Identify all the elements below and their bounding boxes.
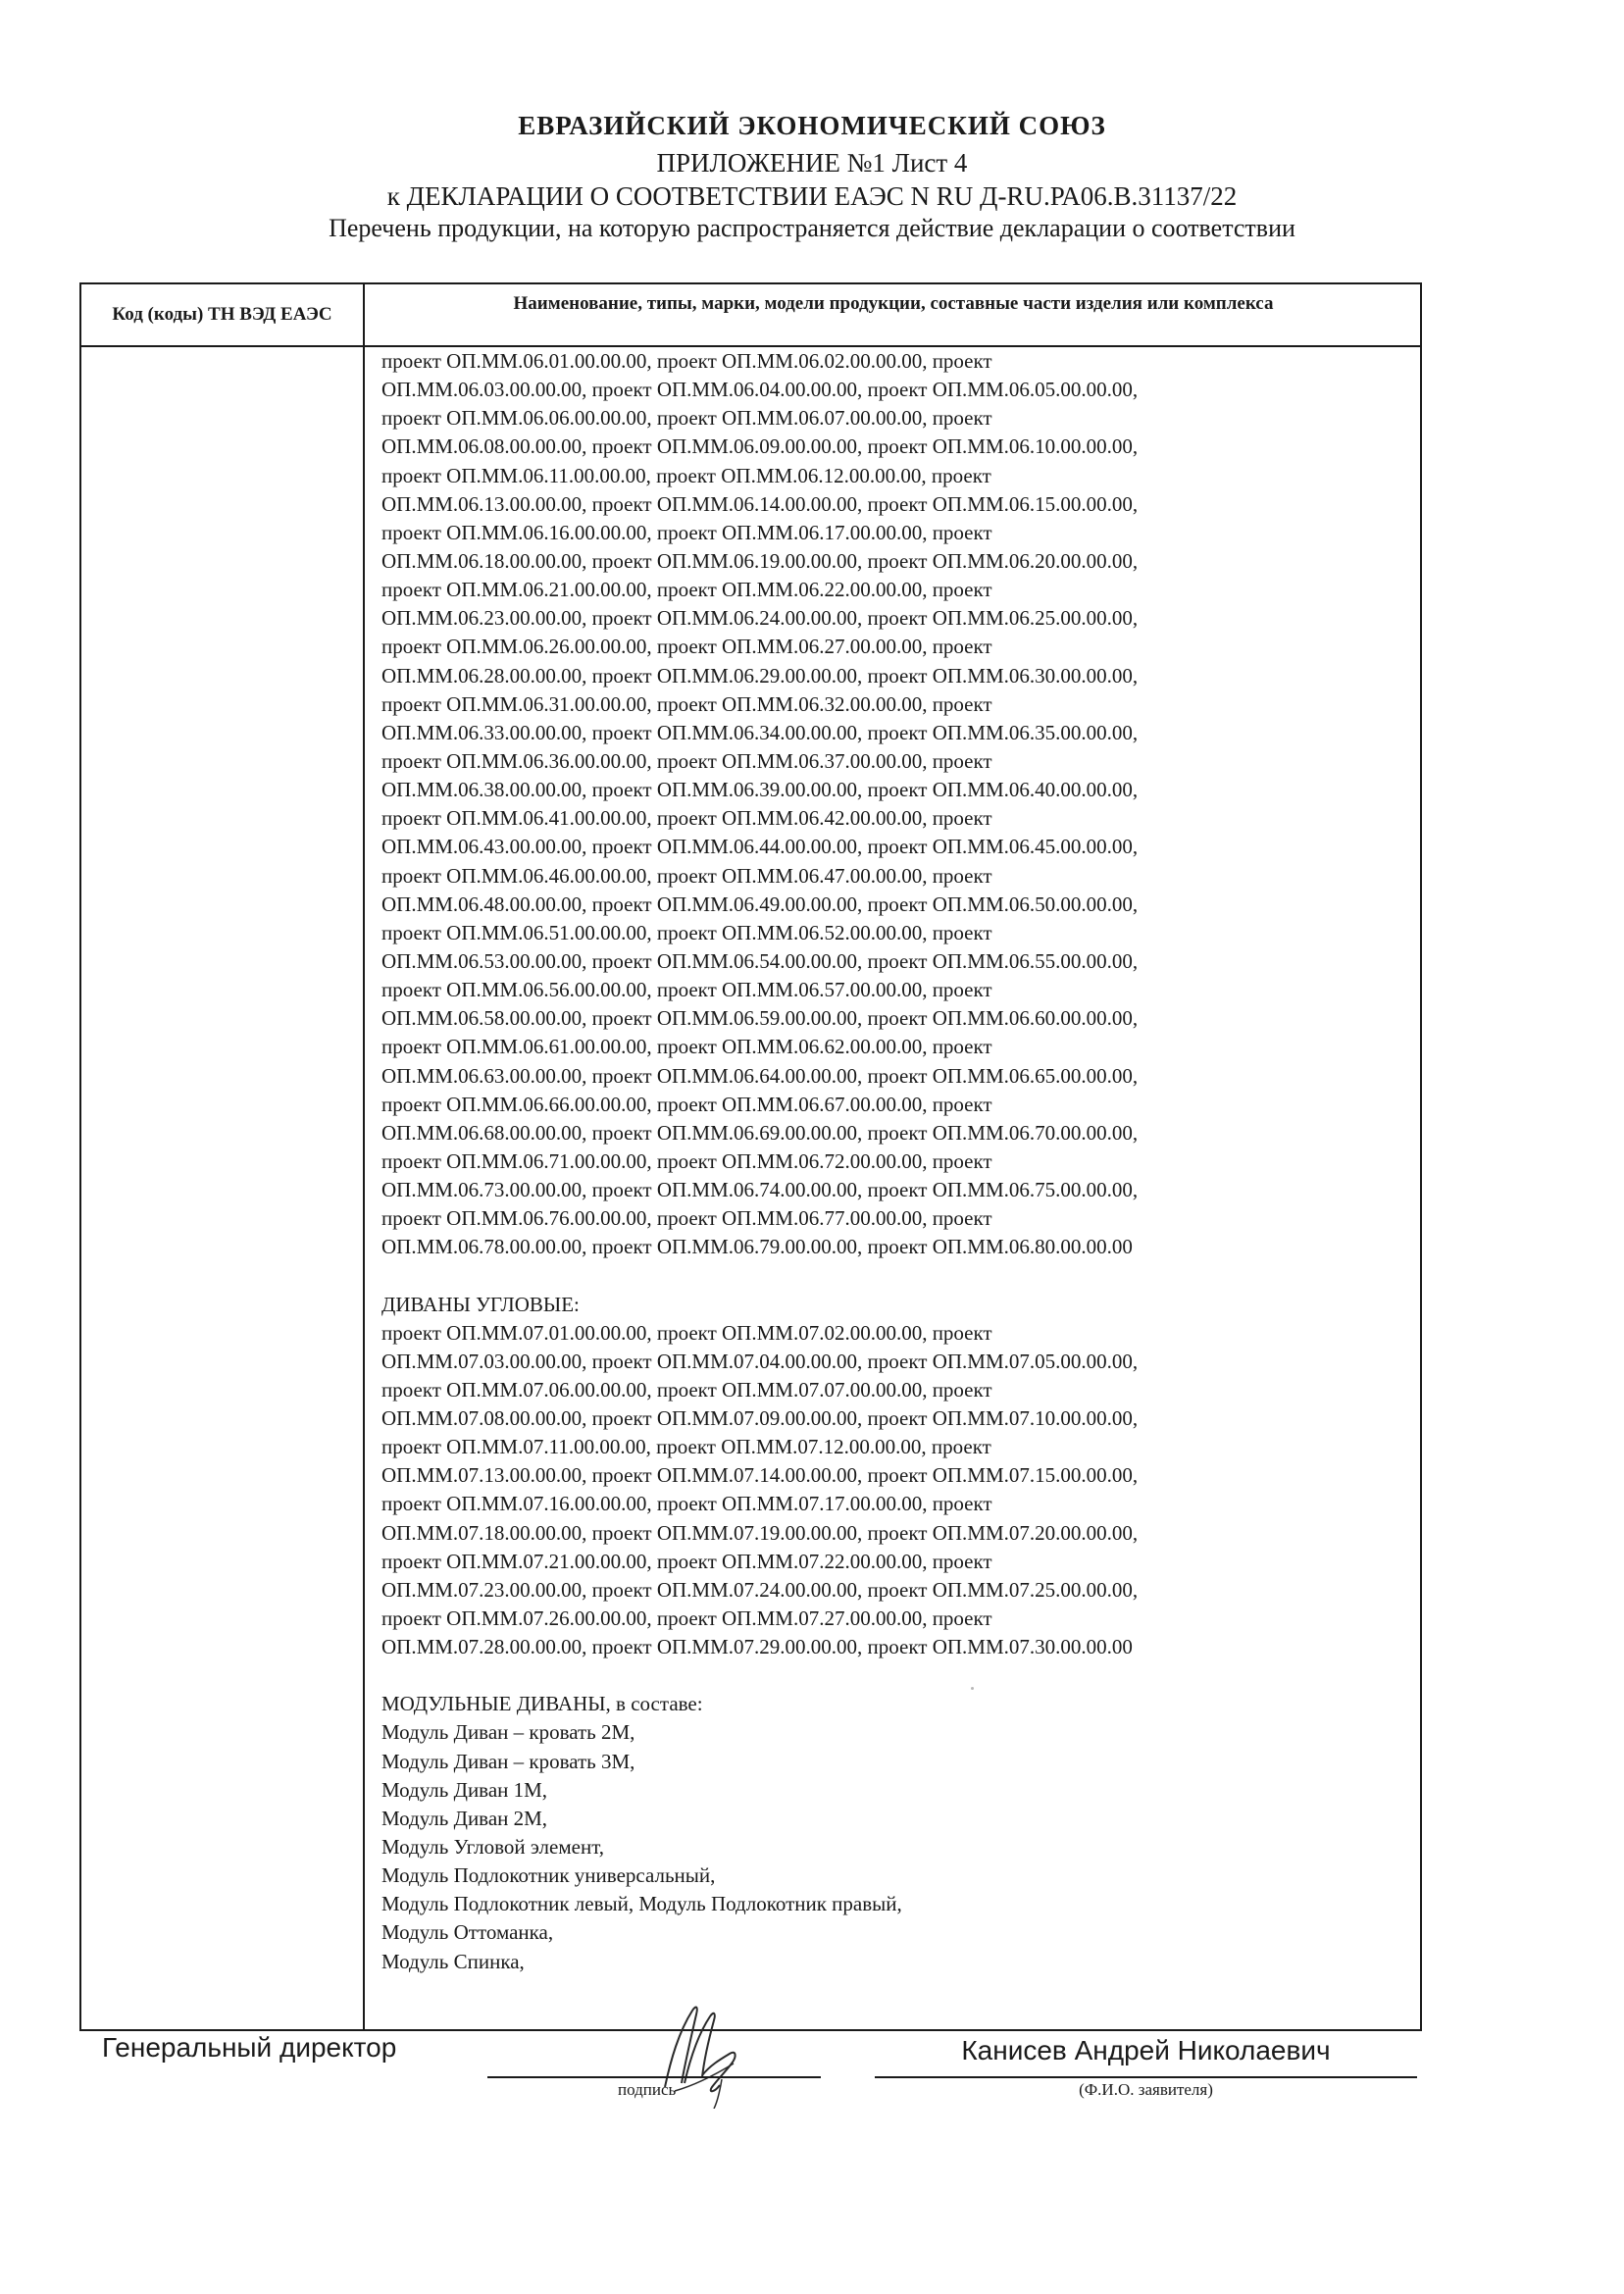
product-line: ОП.ММ.06.63.00.00.00, проект ОП.ММ.06.64.00.00.00, проект ОП.ММ.06.65.00.00.00, — [381, 1063, 1139, 1088]
signatory-position: Генеральный директор — [102, 2032, 397, 2063]
product-line: ОП.ММ.06.73.00.00.00, проект ОП.ММ.06.74.00.00.00, проект ОП.ММ.06.75.00.00.00, — [381, 1178, 1139, 1202]
name-caption: (Ф.И.О. заявителя) — [1079, 2080, 1213, 2099]
product-line: Модуль Диван 1М, — [381, 1777, 548, 1802]
appendix-title: ПРИЛОЖЕНИЕ №1 Лист 4 — [656, 147, 968, 178]
product-line: проект ОП.ММ.06.11.00.00.00, проект ОП.ММ.06.12.00.00.00, проект — [381, 463, 991, 487]
product-line: ОП.ММ.06.48.00.00.00, проект ОП.ММ.06.49.00.00.00, проект ОП.ММ.06.50.00.00.00, — [381, 892, 1139, 916]
product-line: проект ОП.ММ.06.51.00.00.00, проект ОП.ММ.06.52.00.00.00, проект — [381, 920, 992, 944]
product-list-title: Перечень продукции, на которую распространяется действие декларации о соответствии — [329, 214, 1295, 243]
product-line: проект ОП.ММ.07.16.00.00.00, проект ОП.ММ.07.17.00.00.00, проект — [381, 1492, 992, 1516]
product-line: ОП.ММ.07.08.00.00.00, проект ОП.ММ.07.09.00.00.00, проект ОП.ММ.07.10.00.00.00, — [381, 1406, 1139, 1431]
product-line: проект ОП.ММ.06.06.00.00.00, проект ОП.ММ.06.07.00.00.00, проект — [381, 406, 992, 431]
product-line: проект ОП.ММ.06.21.00.00.00, проект ОП.ММ.06.22.00.00.00, проект — [381, 578, 992, 602]
column-header-name: Наименование, типы, марки, модели продукции, составные части изделия или комплекса — [513, 293, 1274, 314]
product-line: проект ОП.ММ.07.11.00.00.00, проект ОП.ММ.07.12.00.00.00, проект — [381, 1435, 991, 1459]
product-line: проект ОП.ММ.07.26.00.00.00, проект ОП.ММ.07.27.00.00.00, проект — [381, 1606, 992, 1631]
product-line: проект ОП.ММ.06.36.00.00.00, проект ОП.ММ.06.37.00.00.00, проект — [381, 748, 992, 773]
product-line: Модуль Угловой элемент, — [381, 1835, 605, 1860]
product-line: ОП.ММ.07.03.00.00.00, проект ОП.ММ.07.04.00.00.00, проект ОП.ММ.07.05.00.00.00, — [381, 1349, 1139, 1373]
section-title: МОДУЛЬНЫЕ ДИВАНЫ, в составе: — [381, 1692, 703, 1716]
signature-caption: подпись — [618, 2080, 677, 2099]
product-line: ОП.ММ.06.38.00.00.00, проект ОП.ММ.06.39.00.00.00, проект ОП.ММ.06.40.00.00.00, — [381, 778, 1139, 802]
product-line: Модуль Подлокотник универсальный, — [381, 1863, 716, 1888]
product-line: Модуль Диван – кровать 2М, — [381, 1720, 635, 1745]
product-line: проект ОП.ММ.06.01.00.00.00, проект ОП.ММ.06.02.00.00.00, проект — [381, 349, 992, 373]
product-line: ОП.ММ.06.68.00.00.00, проект ОП.ММ.06.69.00.00.00, проект ОП.ММ.06.70.00.00.00, — [381, 1120, 1139, 1145]
product-line: Модуль Подлокотник левый, Модуль Подлокотник правый, — [381, 1892, 902, 1916]
product-line: проект ОП.ММ.07.21.00.00.00, проект ОП.ММ.07.22.00.00.00, проект — [381, 1549, 992, 1573]
product-line: проект ОП.ММ.06.46.00.00.00, проект ОП.ММ.06.47.00.00.00, проект — [381, 863, 992, 888]
product-line: проект ОП.ММ.06.26.00.00.00, проект ОП.ММ.06.27.00.00.00, проект — [381, 635, 992, 659]
product-line: ОП.ММ.06.13.00.00.00, проект ОП.ММ.06.14.00.00.00, проект ОП.ММ.06.15.00.00.00, — [381, 491, 1139, 516]
product-line: ОП.ММ.07.28.00.00.00, проект ОП.ММ.07.29.00.00.00, проект ОП.ММ.07.30.00.00.00 — [381, 1635, 1133, 1659]
product-line: ОП.ММ.06.03.00.00.00, проект ОП.ММ.06.04.00.00.00, проект ОП.ММ.06.05.00.00.00, — [381, 378, 1139, 402]
product-line: проект ОП.ММ.06.16.00.00.00, проект ОП.ММ.06.17.00.00.00, проект — [381, 520, 992, 544]
product-line: ОП.ММ.06.18.00.00.00, проект ОП.ММ.06.19.00.00.00, проект ОП.ММ.06.20.00.00.00, — [381, 548, 1139, 573]
product-list-body — [381, 347, 1416, 1976]
product-table — [79, 282, 1422, 2031]
product-line: Модуль Диван – кровать 3М, — [381, 1749, 635, 1773]
union-title: ЕВРАЗИЙСКИЙ ЭКОНОМИЧЕСКИЙ СОЮЗ — [518, 111, 1106, 140]
product-line: проект ОП.ММ.07.01.00.00.00, проект ОП.ММ.07.02.00.00.00, проект — [381, 1320, 992, 1345]
product-line: ОП.ММ.06.43.00.00.00, проект ОП.ММ.06.44.00.00.00, проект ОП.ММ.06.45.00.00.00, — [381, 835, 1139, 859]
product-line: проект ОП.ММ.06.41.00.00.00, проект ОП.ММ.06.42.00.00.00, проект — [381, 806, 992, 831]
column-divider — [363, 284, 365, 2029]
signatory-name: Канисев Андрей Николаевич — [961, 2035, 1331, 2065]
product-line: проект ОП.ММ.06.31.00.00.00, проект ОП.ММ.06.32.00.00.00, проект — [381, 691, 992, 716]
product-line: проект ОП.ММ.06.56.00.00.00, проект ОП.ММ.06.57.00.00.00, проект — [381, 978, 992, 1002]
product-line: ОП.ММ.06.08.00.00.00, проект ОП.ММ.06.09.00.00.00, проект ОП.ММ.06.10.00.00.00, — [381, 434, 1139, 459]
column-header-code: Код (коды) ТН ВЭД ЕАЭС — [112, 304, 332, 326]
name-line — [875, 2076, 1417, 2078]
product-line: ОП.ММ.07.23.00.00.00, проект ОП.ММ.07.24.00.00.00, проект ОП.ММ.07.25.00.00.00, — [381, 1577, 1139, 1602]
section-title: ДИВАНЫ УГЛОВЫЕ: — [381, 1292, 580, 1316]
product-line: проект ОП.ММ.06.61.00.00.00, проект ОП.ММ.06.62.00.00.00, проект — [381, 1035, 992, 1059]
product-line: проект ОП.ММ.07.06.00.00.00, проект ОП.ММ.07.07.00.00.00, проект — [381, 1377, 992, 1402]
product-line: ОП.ММ.06.33.00.00.00, проект ОП.ММ.06.34.00.00.00, проект ОП.ММ.06.35.00.00.00, — [381, 720, 1139, 744]
product-line: проект ОП.ММ.06.76.00.00.00, проект ОП.ММ.06.77.00.00.00, проект — [381, 1206, 992, 1231]
document-header — [0, 110, 1624, 245]
product-line: ОП.ММ.06.78.00.00.00, проект ОП.ММ.06.79.00.00.00, проект ОП.ММ.06.80.00.00.00 — [381, 1235, 1133, 1259]
product-line: ОП.ММ.07.18.00.00.00, проект ОП.ММ.07.19.00.00.00, проект ОП.ММ.07.20.00.00.00, — [381, 1520, 1139, 1545]
declaration-number: к ДЕКЛАРАЦИИ О СООТВЕТСТВИИ ЕАЭС N RU Д-RU.РА06.В.31137/22 — [386, 180, 1238, 211]
product-line: проект ОП.ММ.06.71.00.00.00, проект ОП.ММ.06.72.00.00.00, проект — [381, 1148, 992, 1173]
product-line: ОП.ММ.06.58.00.00.00, проект ОП.ММ.06.59.00.00.00, проект ОП.ММ.06.60.00.00.00, — [381, 1006, 1139, 1031]
product-line: ОП.ММ.06.53.00.00.00, проект ОП.ММ.06.54.00.00.00, проект ОП.ММ.06.55.00.00.00, — [381, 948, 1139, 973]
scan-speck — [971, 1687, 974, 1690]
product-line: ОП.ММ.06.28.00.00.00, проект ОП.ММ.06.29.00.00.00, проект ОП.ММ.06.30.00.00.00, — [381, 663, 1139, 688]
product-line: ОП.ММ.06.23.00.00.00, проект ОП.ММ.06.24.00.00.00, проект ОП.ММ.06.25.00.00.00, — [381, 606, 1139, 631]
product-line: Модуль Диван 2М, — [381, 1806, 548, 1830]
signature-line — [487, 2076, 821, 2078]
product-line: Модуль Спинка, — [381, 1949, 525, 1973]
product-line: проект ОП.ММ.06.66.00.00.00, проект ОП.ММ.06.67.00.00.00, проект — [381, 1092, 992, 1116]
product-line: Модуль Оттоманка, — [381, 1920, 554, 1945]
product-line: ОП.ММ.07.13.00.00.00, проект ОП.ММ.07.14.00.00.00, проект ОП.ММ.07.15.00.00.00, — [381, 1463, 1139, 1488]
